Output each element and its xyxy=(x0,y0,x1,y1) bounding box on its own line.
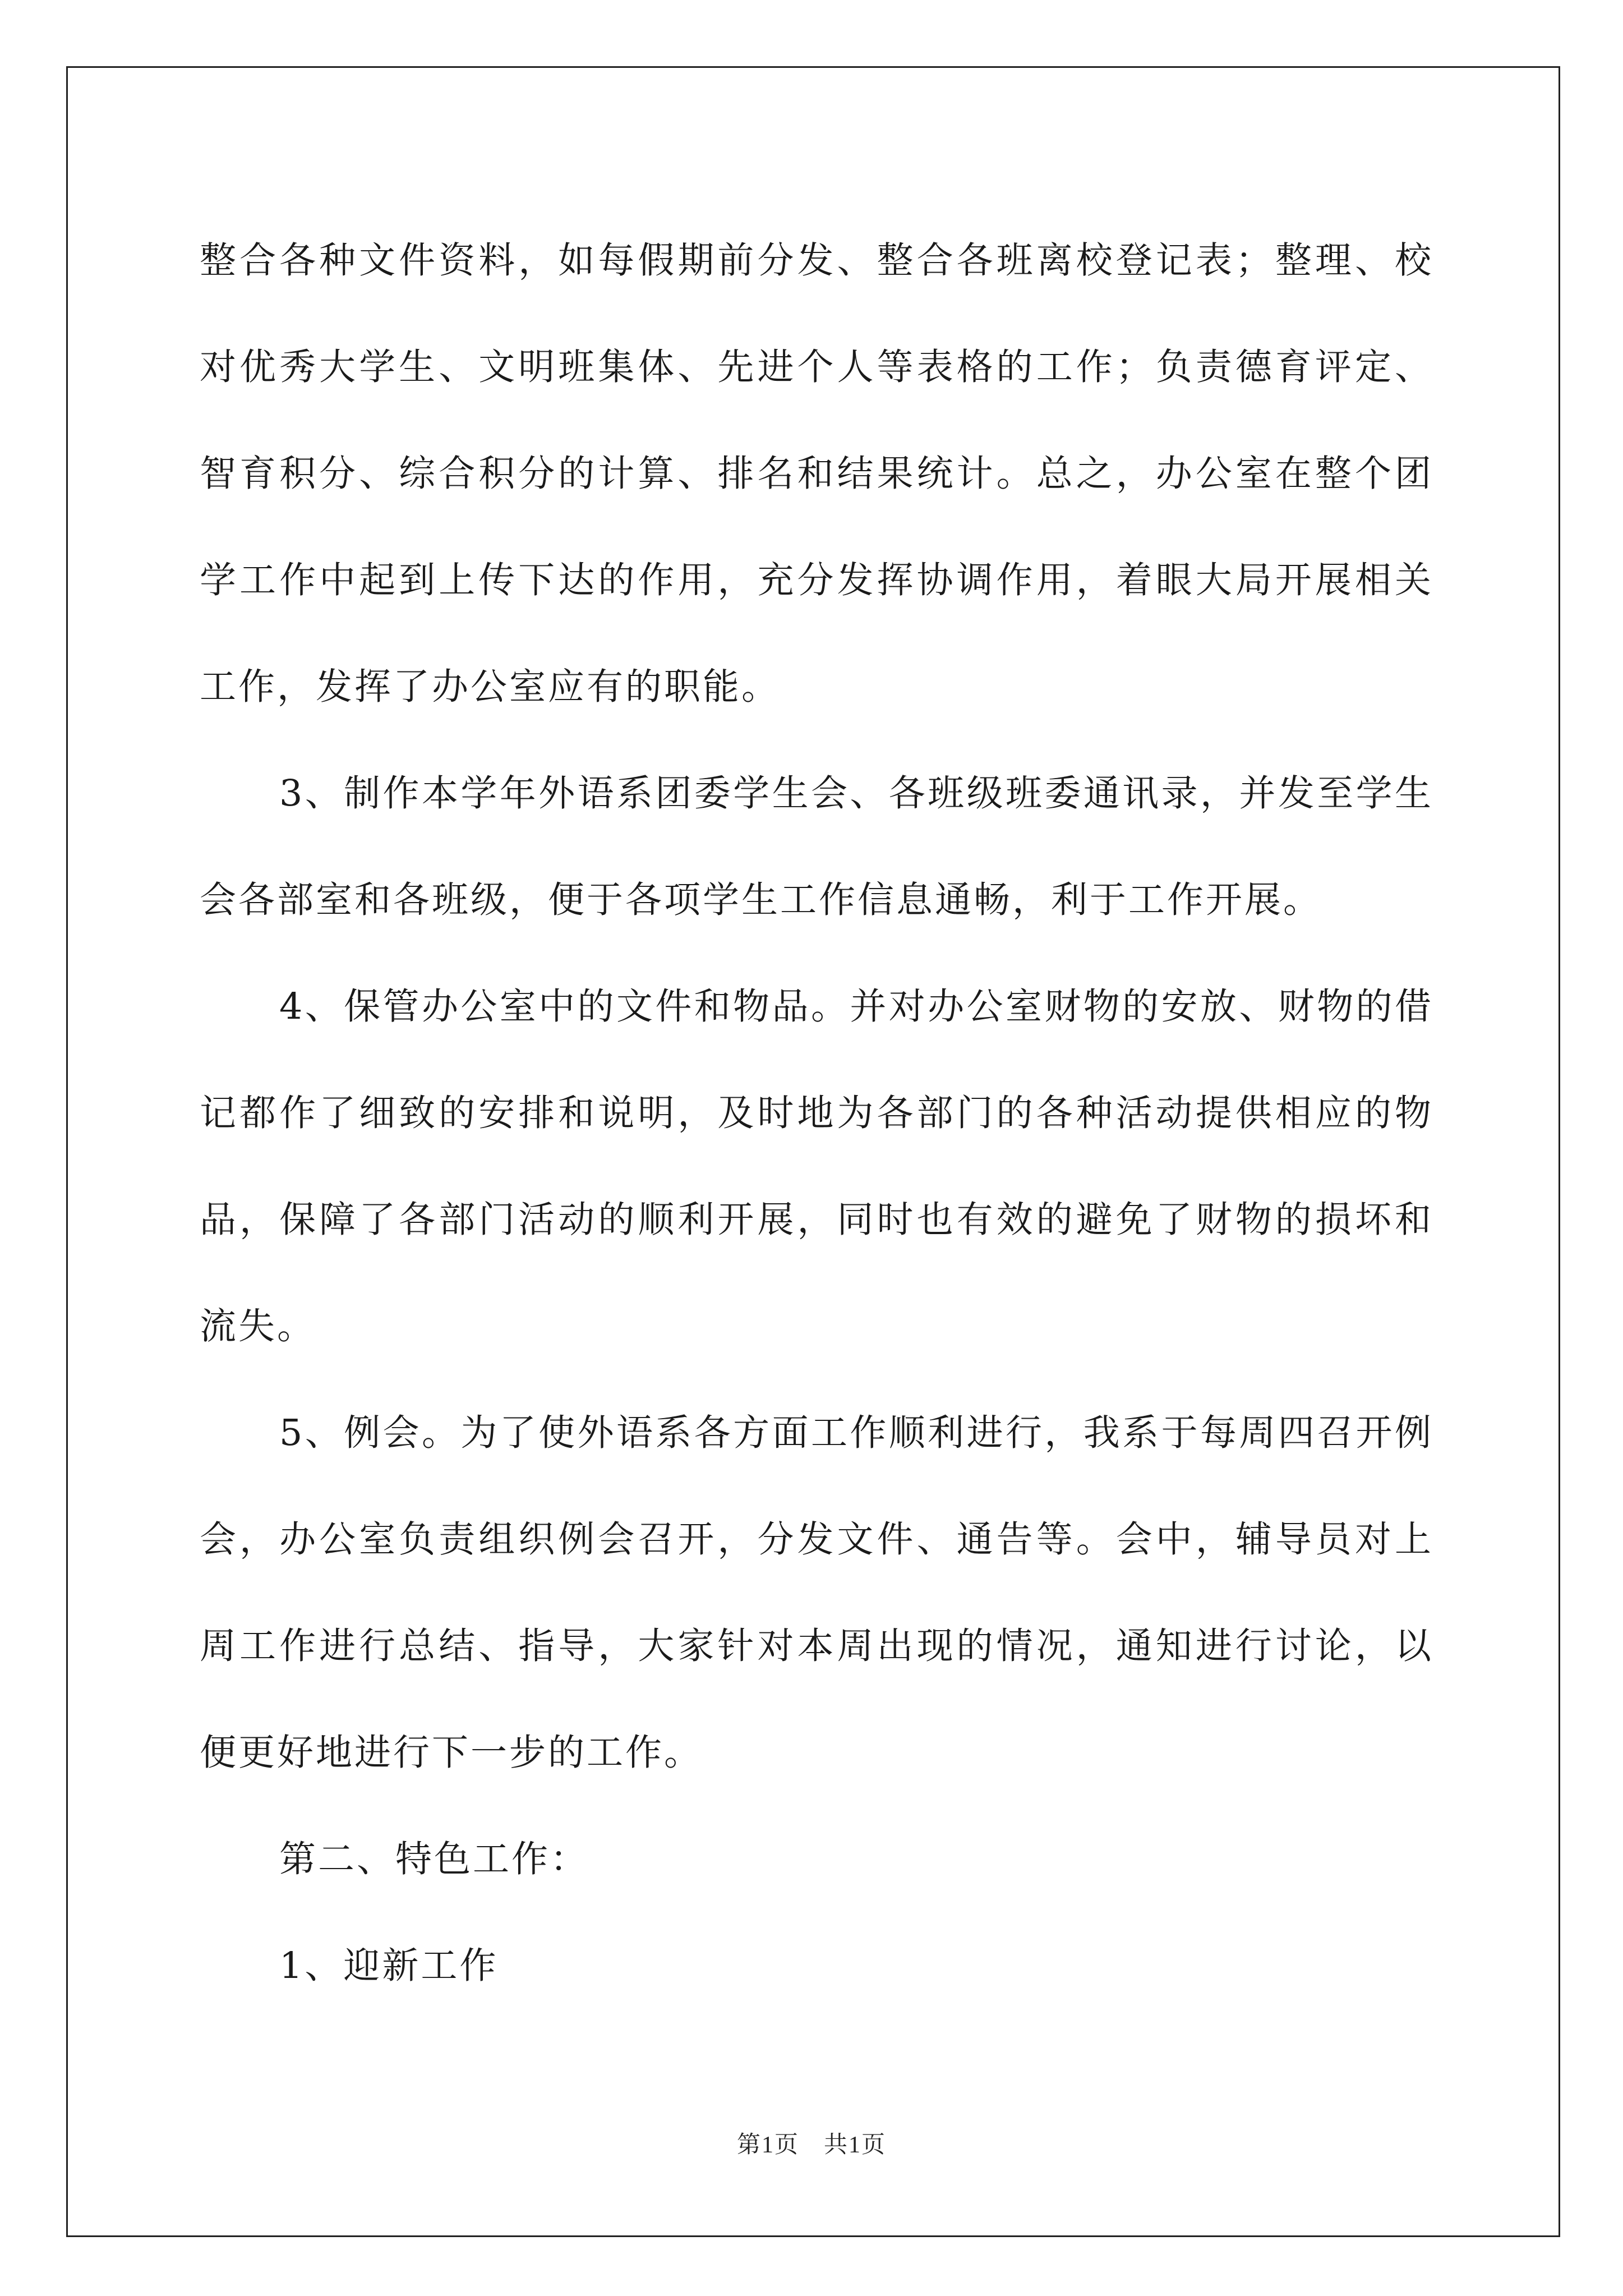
section-heading: 第二、特色工作： xyxy=(279,1838,589,1880)
subsection-heading: 1、迎新工作 xyxy=(279,1945,499,1987)
paragraph-item-5: 5、例会。为了使外语系各方面工作顺利进行，我系于每周四召开例会，办公室负责组织例会召开，分发文件、通告等。会中，辅导员对上周工作进行总结、指导，大家针对本周出现的情况，通知进行讨论，以便更好地进行下一步的工作。 xyxy=(200,1412,1433,1774)
paragraph-item-4: 4、保管办公室中的文件和物品。并对办公室财物的安放、财物的借记都作了细致的安排和说明，及时地为各部门的各种活动提供相应的物品，保障了各部门活动的顺利开展，同时也有效的避免了财物的损坏和流失。 xyxy=(200,986,1433,1347)
paragraph-item-3: 3、制作本学年外语系团委学生会、各班级班委通讯录，并发至学生会各部室和各班级，便于各项学生工作信息通畅，利于工作开展。 xyxy=(200,772,1433,921)
document-body xyxy=(200,208,1433,2019)
paragraph-continuation: 整合各种文件资料，如每假期前分发、整合各班离校登记表；整理、校对优秀大学生、文明班集体、先进个人等表格的工作；负责德育评定、智育积分、综合积分的计算、排名和结果统计。总之，办公室在整个团学工作中起到上传下达的作用，充分发挥协调作用，着眼大局开展相关工作，发挥了办公室应有的职能。 xyxy=(200,240,1433,708)
page-number-footer: 第1页 共1页 xyxy=(736,2132,886,2158)
